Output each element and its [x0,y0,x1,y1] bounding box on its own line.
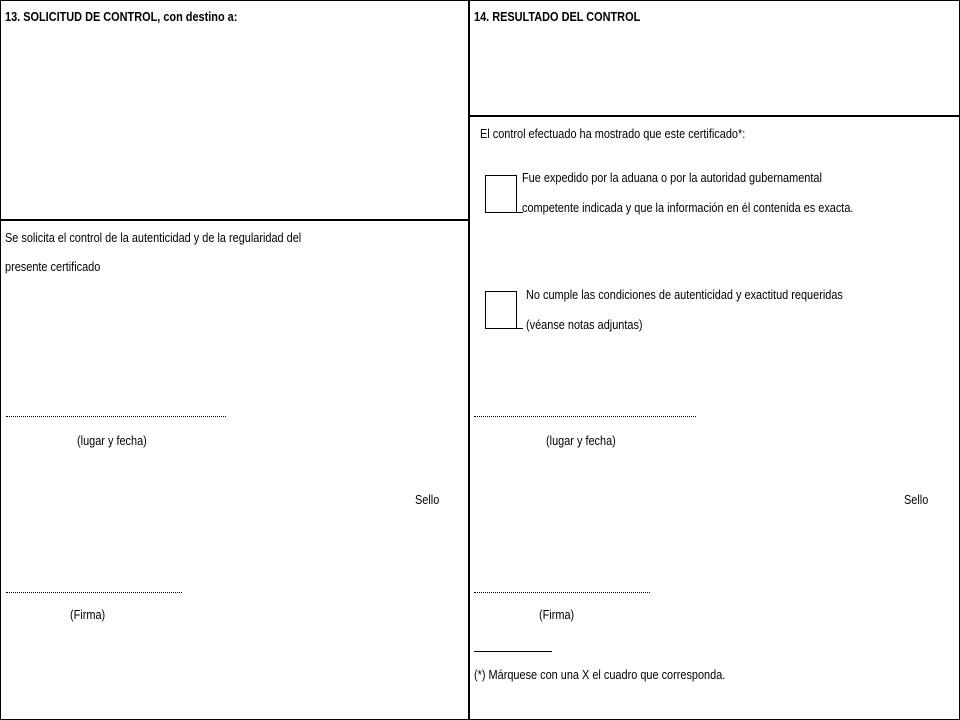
section-14-heading: 14. RESULTADO DEL CONTROL [474,9,641,24]
option-authentic-line1: Fue expedido por la aduana o por la autoridad gubernamental [522,170,822,185]
control-request-text-line1: Se solicita el control de la autenticidad y de la regularidad del [5,230,302,245]
option-not-compliant-checkbox[interactable] [485,291,517,329]
option-not-compliant-line2: (véanse notas adjuntas) [526,317,643,332]
option-authentic-line2: competente indicada y que la información en él contenida es exacta. [522,200,854,215]
signature-line-right[interactable] [474,592,650,593]
seal-label-right: Sello [904,492,929,507]
right-section-divider [470,115,960,117]
control-result-intro: El control efectuado ha mostrado que este certificado*: [480,126,746,141]
place-date-line-left[interactable] [6,416,226,417]
seal-label-left: Sello [415,492,440,507]
signature-line-left[interactable] [6,592,182,593]
place-date-line-right[interactable] [474,416,696,417]
footnote-separator [474,651,552,652]
control-request-text-line2: presente certificado [5,259,101,274]
signature-label-left: (Firma) [70,607,106,622]
section-13-heading: 13. SOLICITUD DE CONTROL, con destino a: [5,9,238,24]
footnote-text: (*) Márquese con una X el cuadro que corresponda. [474,667,726,682]
place-date-label-right: (lugar y fecha) [546,433,616,448]
option-authentic-checkbox[interactable] [485,175,517,213]
left-section-divider [0,219,470,221]
place-date-label-left: (lugar y fecha) [77,433,147,448]
column-divider [468,0,470,720]
option-not-compliant-line1: No cumple las condiciones de autenticidad y exactitud requeridas [526,287,843,302]
signature-label-right: (Firma) [539,607,575,622]
